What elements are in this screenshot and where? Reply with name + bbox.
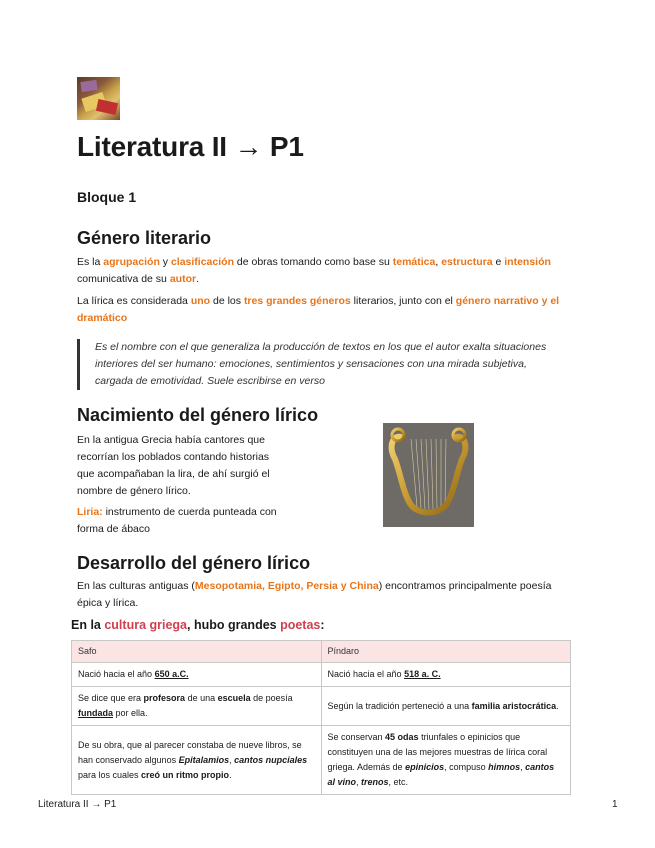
cell-pindaro-birth: Nació hacia el año 518 a. C. [321, 663, 571, 687]
paragraph-genero-definition: Es la agrupación y clasificación de obras tomando como base su temática, estructura e intensión comunicativa de su autor. [77, 256, 551, 285]
greek-culture-line: En la cultura griega, hubo grandes poetas: [71, 618, 325, 632]
paragraph-lira: Liria: instrumento de cuerda punteada con forma de ábaco [77, 506, 277, 535]
cell-pindaro-works: Se conservan 45 odas triunfales o epinicios que constituyen una de las mejores muestras de lírica coral griega. Además de epinicios, compuso himnos, cantos al vino, trenos, etc. [321, 726, 571, 795]
heading-genero-literario: Género literario [77, 228, 212, 248]
cell-safo-works: De su obra, que al parecer constaba de nueve libros, se han conservado algunos Epitalamios, cantos nupciales para los cuales creó un ritmo propio. [72, 726, 322, 795]
quote-lirica-definition: Es el nombre con el que generaliza la producción de textos en los que el autor exalta situaciones interiores del ser humano: emociones, sentimientos y sensaciones con una mirada subjetiva, cargada de emotividad. Suele escribirse en verso [77, 339, 557, 390]
page-title: Literatura II → P1 [77, 131, 304, 162]
cell-safo-school: Se dice que era profesora de una escuela de poesía fundada por ella. [72, 687, 322, 726]
paragraph-culturas: En las culturas antiguas (Mesopotamia, Egipto, Persia y China) encontramos principalmente poesía épica y lírica. [77, 580, 552, 609]
page-cover-icon [77, 77, 120, 120]
table-row [72, 726, 571, 795]
table-row [72, 687, 571, 726]
header-safo: Safo [72, 641, 322, 663]
paragraph-lirica: La lírica es considerada uno de los tres grandes géneros literarios, junto con el género narrativo y el dramático [77, 295, 560, 324]
poets-table [71, 640, 571, 795]
table-header-row [72, 641, 571, 663]
lyre-image [383, 423, 474, 527]
cell-pindaro-family: Según la tradición perteneció a una familia aristocrática. [321, 687, 571, 726]
block-heading: Bloque 1 [77, 189, 137, 205]
header-pindaro: Píndaro [321, 641, 571, 663]
paragraph-nacimiento: En la antigua Grecia había cantores que recorrían los poblados contando historias que acompañaban la lira, de ahí surgió el nombre de género lírico. [77, 434, 270, 497]
table-row [72, 663, 571, 687]
heading-desarrollo: Desarrollo del género lírico [77, 553, 311, 573]
footer-page-number: 1 [612, 799, 618, 810]
footer-title: Literatura II → P1 [38, 799, 117, 810]
cell-safo-birth: Nació hacia el año 650 a.C. [72, 663, 322, 687]
heading-nacimiento: Nacimiento del género lírico [77, 405, 319, 425]
